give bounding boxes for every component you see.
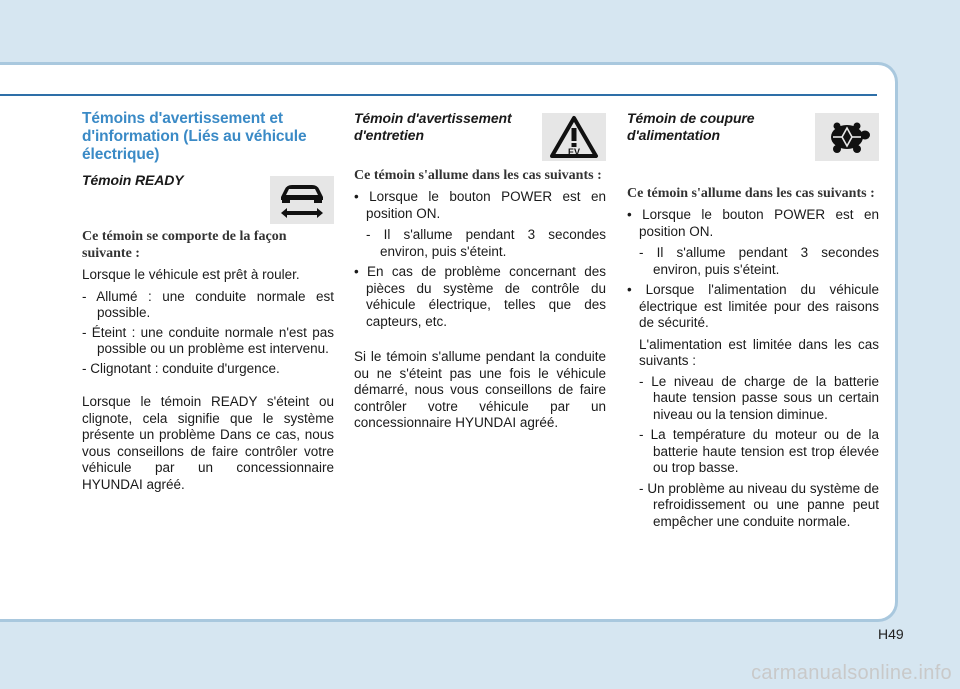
ready-intro: Lorsque le véhicule est prêt à rouler. (82, 267, 300, 282)
power-cut-bullet-power: • Lorsque le bouton POWER est en position ON. (627, 207, 879, 239)
power-cut-case-battery-level: - Le niveau de charge de la batterie haute tension passe sous un certain niveau ou la tension diminue. (639, 373, 879, 422)
turtle-icon (815, 113, 879, 161)
section-title: Témoins d'avertissement et d'information (Liés au véhicule électrique) (82, 110, 307, 163)
column-ready (82, 110, 334, 498)
ready-car-arrows-icon (270, 176, 334, 224)
ready-heading-row (82, 172, 334, 224)
ready-state-blink: - Clignotant : conduite d'urgence. (82, 360, 280, 376)
ev-icon-text: EV (567, 147, 581, 157)
ready-state-off: - Éteint : une conduite normale n'est pas possible ou un problème est intervenu. (82, 324, 334, 356)
power-cut-case-temperature: - La température du moteur ou de la batterie haute tension est trop élevée ou trop basse. (639, 427, 879, 475)
maintenance-bullet-power-detail: - Il s'allume pendant 3 secondes environ, puis s'éteint. (366, 227, 606, 259)
power-cut-subheading: Témoin de coupure d'alimentation (627, 110, 755, 143)
ev-warning-triangle-icon (542, 113, 606, 161)
power-cut-bullet-limited: • Lorsque l'alimentation du véhicule électrique est limitée pour des raisons de sécurité. (627, 282, 879, 330)
power-cut-lead: Ce témoin s'allume dans les cas suivants : (627, 186, 875, 201)
header-rule (0, 94, 877, 96)
power-cut-limited-cases-intro: L'alimentation est limitée dans les cas suivants : (639, 336, 879, 368)
ready-subheading: Témoin READY (82, 172, 184, 188)
ready-note: Lorsque le témoin READY s'éteint ou clignote, cela signifie que le système présente un problème Dans ce cas, nous vous conseillons de faire contrôler votre véhicule par un concessionnaire HYUNDAI agréé. (82, 394, 334, 492)
maintenance-bullet-problem: • En cas de problème concernant des pièces du système de contrôle du véhicule électrique, telles que des capteurs, etc. (354, 264, 606, 329)
maintenance-heading-row (354, 110, 606, 161)
ready-lead: Ce témoin se comporte de la façon suivante : (82, 229, 287, 261)
column-power-cut (627, 110, 879, 534)
watermark: carmanualsonline.info (751, 662, 952, 684)
maintenance-note: Si le témoin s'allume pendant la conduite ou ne s'éteint pas une fois le véhicule démarré, nous vous conseillons de faire contrôler votre véhicule par un concessionnaire HYUNDAI agréé. (354, 349, 606, 430)
power-cut-case-cooling: - Un problème au niveau du système de refroidissement ou une panne peut empêcher une conduite normale. (639, 480, 879, 529)
ready-state-on: - Allumé : une conduite normale est possible. (82, 288, 334, 320)
column-maintenance (354, 110, 606, 437)
page-number: H49 (878, 626, 904, 642)
maintenance-subheading: Témoin d'avertissement d'entretien (354, 110, 512, 143)
power-cut-heading-row (627, 110, 879, 161)
maintenance-lead: Ce témoin s'allume dans les cas suivants : (354, 168, 602, 183)
maintenance-bullet-power: • Lorsque le bouton POWER est en position ON. (354, 189, 606, 221)
power-cut-bullet-power-detail: - Il s'allume pendant 3 secondes environ, puis s'éteint. (639, 245, 879, 277)
